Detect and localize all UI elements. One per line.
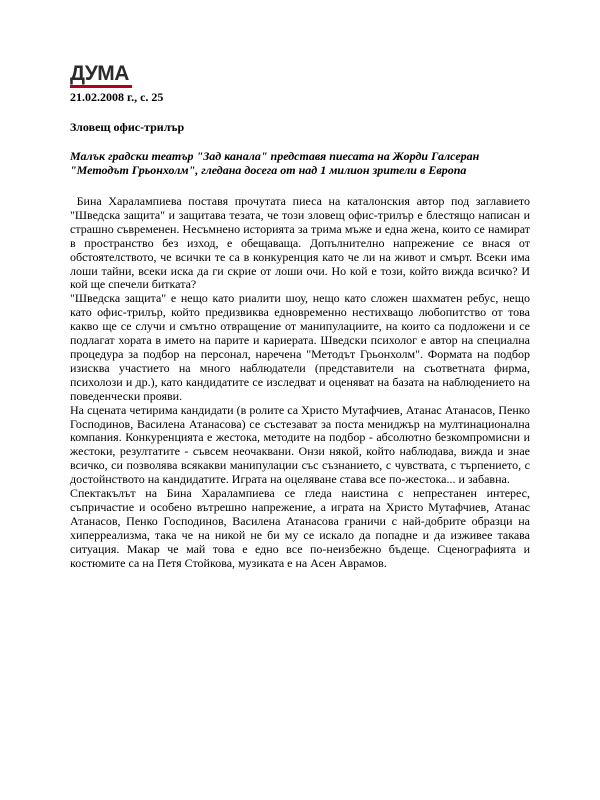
paragraph: Бина Харалампиева поставя прочутата пиеса на каталонския автор под заглавието "Шведска защита" и защитава тезата, че този зловещ офис-трилър е блестящо написан и страшно съвременен. Несъмнено историята за трима мъже и една жена, които се намират в пространство без изход, е обещаваща. Допълнително напрежение се внася от обстоятелството, че всички те са в конкуренция като че ли на живот и смърт. Всеки има лоши тайни, всеки иска да ги скрие от лоши очи. Но кой е този, който вижда всичко? И кой ще спечели битката? bbox=[70, 194, 533, 292]
logo-underline bbox=[70, 85, 132, 88]
document-page bbox=[70, 62, 533, 570]
article-subtitle: Малък градски театър "Зад канала" представя пиесата на Жорди Галсеран "Методът Грьонхолм", гледана досега от над 1 милион зрители в Европа bbox=[70, 149, 480, 177]
newspaper-logo bbox=[70, 64, 140, 88]
article-body bbox=[70, 194, 533, 570]
source-date: 21.02.2008 г., с. 25 bbox=[70, 90, 164, 104]
article-title: Зловещ офис-трилър bbox=[70, 120, 185, 134]
paragraph: Спектакълът на Бина Харалампиева се гледа наистина с непрестанен интерес, съпричастие и особено вътрешно напрежение, а играта на Христо Мутафчиев, Атанас Атанасов, Пенко Господинов, Василена Атанасова граничи с най-добрите образци на хиперреализма, така че на никой не би му се искало да попадне и да изживее такава ситуация. Макар че май това е едно все по-неизбежно бъдеще. Сценографията и костюмите са на Петя Стойкова, музиката е на Асен Аврамов. bbox=[70, 486, 530, 570]
paragraph: На сцената четирима кандидати (в ролите са Христо Мутафчиев, Атанас Атанасов, Пенко Господинов, Василена Атанасова) се състезават за поста мениджър на мултинационална компания. Конкуренцията е жестока, методите на подбор - абсолютно безкомпромисни и жестоки, резултатите - съвсем неочаквани. Онзи някой, който наблюдава, вижда и знае всичко, си позволява всякакви манипулации със съзнанието, с чувствата, с търпението, с достойнството на кандидатите. Играта на оцеляване става все по-жестока... и забавна. bbox=[70, 402, 530, 487]
paragraph: "Шведска защита" е нещо като риалити шоу, нещо като сложен шахматен ребус, нещо като офис-трилър, който предизвиква едновременно нестихващо любопитство от това какво ще се случи и смътно отвращение от манипулациите, на които са подложени и се подлагат хората в името на парите и кариерата. Шведски психолог е автор на специална процедура за подбор на персонал, наречена "Методът Грьонхолм". Формата на подбор изисква участието на много наблюдатели (представители на съответната фирма, психолози и др.), като кандидатите се изследват и оценяват на базата на наблюдението на поведенчески прояви. bbox=[70, 291, 530, 403]
logo-text: ДУМА bbox=[70, 62, 129, 85]
